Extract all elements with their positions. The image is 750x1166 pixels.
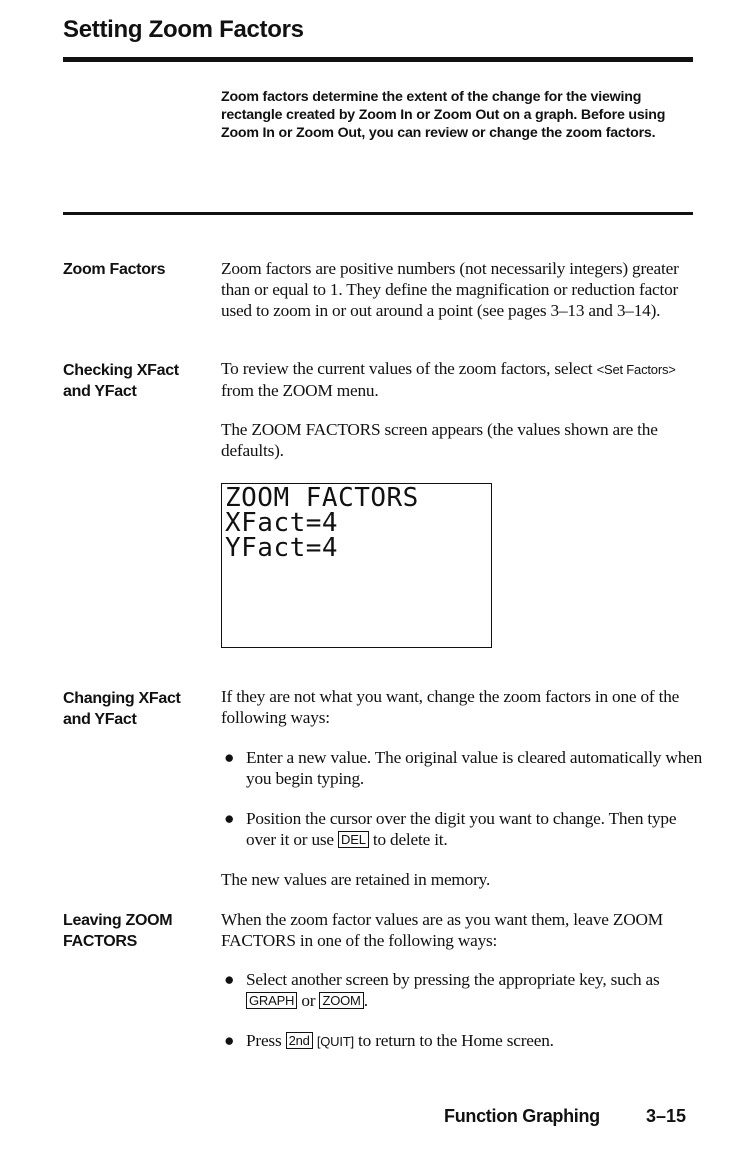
changing-text: If they are not what you want, change the zoom factors in one of the following ways:	[221, 687, 680, 727]
heading-checking: Checking XFact and YFact	[63, 362, 179, 400]
2nd-key: 2nd	[286, 1032, 313, 1049]
checking-text-post: from the ZOOM menu.	[221, 381, 379, 400]
leaving-text: When the zoom factor values are as you want them, leave ZOOM FACTORS in one of the following ways:	[221, 910, 663, 950]
footer-section-title: Function Graphing	[444, 1106, 600, 1126]
checking-text	[221, 358, 701, 401]
bullet-text-pre: Select another screen by pressing the appropriate key, such as	[246, 970, 660, 989]
bullet-text-pre: Press	[246, 1031, 282, 1050]
title-rule	[63, 57, 693, 62]
bullet-text	[246, 1030, 706, 1052]
heading-leaving: Leaving ZOOM FACTORS	[63, 912, 173, 950]
screen-xfact: XFact=4	[225, 508, 339, 538]
zoom-key: ZOOM	[319, 992, 363, 1009]
quit-label: [QUIT]	[316, 1034, 354, 1049]
intro-paragraph: Zoom factors determine the extent of the change for the viewing rectangle created by Zoom In or Zoom Out on a graph. Before using Zoom In or Zoom Out, you can review or change the zoom factors.	[221, 89, 666, 141]
bullet-text	[246, 808, 706, 850]
screen-yfact: YFact=4	[225, 533, 339, 563]
bullet-text-post: to return to the Home screen.	[358, 1031, 554, 1050]
set-factors-menu-item: <Set Factors>	[596, 362, 676, 377]
zoom-factors-text: Zoom factors are positive numbers (not necessarily integers) greater than or equal to 1. They define the magnification or reduction factor used to zoom in or out around a point (see pages 3–13 and 3–14).	[221, 259, 679, 320]
bullet-text: Select another screen by pressing the appropriate key, such as GRAPH or ZOOM .	[246, 970, 660, 1010]
page-title: Setting Zoom Factors	[63, 16, 304, 43]
graph-key: GRAPH	[246, 992, 297, 1009]
bullet-icon: ●	[224, 748, 235, 767]
del-key: DEL	[338, 831, 369, 848]
or-word: or	[301, 991, 316, 1010]
section-rule	[63, 212, 693, 215]
bullet-text-post: to delete it.	[372, 830, 448, 849]
calculator-screen	[221, 483, 492, 648]
bullet-text: Enter a new value. The original value is cleared automatically when you begin typing.	[246, 748, 703, 788]
heading-changing: Changing XFact and YFact	[63, 690, 181, 728]
bullet-icon: ●	[224, 809, 235, 828]
zoom-factors-screen-text: The ZOOM FACTORS screen appears (the values shown are the defaults).	[221, 420, 658, 460]
footer-page-number: 3–15	[646, 1106, 687, 1126]
checking-text-pre: To review the current values of the zoom factors, select	[221, 359, 593, 378]
heading-zoom-factors: Zoom Factors	[63, 261, 166, 278]
bullet-text-pre: Position the cursor over the digit you want to change. Then type over it or use	[246, 809, 677, 849]
retained-text: The new values are retained in memory.	[221, 870, 491, 889]
bullet-icon: ●	[224, 970, 235, 989]
bullet-icon: ●	[224, 1031, 235, 1050]
screen-title: ZOOM FACTORS	[225, 483, 419, 513]
